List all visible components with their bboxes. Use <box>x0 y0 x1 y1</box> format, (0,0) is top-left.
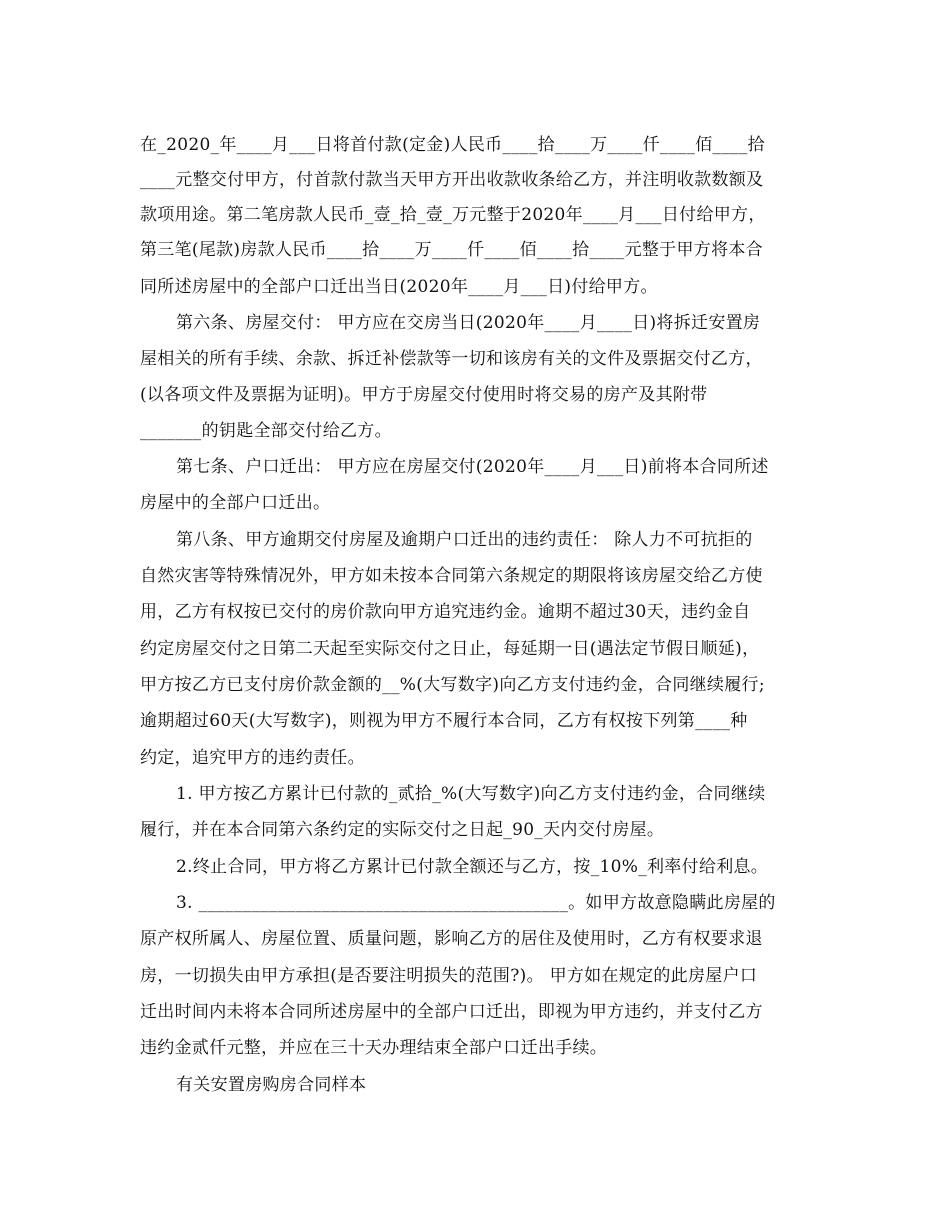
text-line: 违约金贰仟元整，并应在三十天办理结束全部户口迁出手续。 <box>140 1038 608 1058</box>
text-line: _______的钥匙全部交付给乙方。 <box>140 421 392 441</box>
text-line: 同所述房屋中的全部户口迁出当日(2020年____月___日)付给甲方。 <box>140 277 658 297</box>
text-line: 屋相关的所有手续、余款、拆迁补偿款等一切和该房有关的文件及票据交付乙方， <box>140 349 763 369</box>
text-line: 第三笔(尾款)房款人民币____拾____万____仟____佰____拾____元整于甲方将本合 <box>140 240 763 260</box>
article-7-heading-line: 第七条、户口迁出： 甲方应在房屋交付(2020年____月___日)前将本合同所述 <box>176 457 769 477</box>
clause-1-line: 1. 甲方按乙方累计已付款的_贰拾_%(大写数字)向乙方支付违约金，合同继续 <box>176 784 766 804</box>
article-8-heading-line: 第八条、甲方逾期交付房屋及逾期户口迁出的违约责任： 除人力不可抗拒的 <box>176 530 753 550</box>
article-6-heading-line: 第六条、房屋交付： 甲方应在交房当日(2020年____月____日)将拆迁安置房 <box>176 313 761 333</box>
text-line: 约定，追究甲方的违约责任。 <box>140 748 365 768</box>
text-line: 原产权所属人、房屋位置、质量问题，影响乙方的居住及使用时，乙方有权要求退 <box>140 929 763 949</box>
text-line: 房屋中的全部户口迁出。 <box>140 493 331 513</box>
text-line: 履行，并在本合同第六条约定的实际交付之日起_90_天内交付房屋。 <box>140 820 665 840</box>
document-footer-title: 有关安置房购房合同样本 <box>176 1075 367 1095</box>
text-line: 逾期超过60天(大写数字)，则视为甲方不履行本合同，乙方有权按下列第____种 <box>140 711 748 731</box>
text-line: 甲方按乙方已支付房价款金额的__%(大写数字)向乙方支付违约金，合同继续履行; <box>140 675 765 695</box>
text-line: (以各项文件及票据为证明)。甲方于房屋交付使用时将交易的房产及其附带 <box>140 385 708 405</box>
text-line: 在_2020_年____月___日将首付款(定金)人民币____拾____万____仟____佰____拾 <box>140 135 765 155</box>
text-line: 自然灾害等特殊情况外，甲方如未按本合同第六条规定的期限将该房屋交给乙方使 <box>140 566 763 586</box>
text-line: 用，乙方有权按已交付的房价款向甲方追究违约金。逾期不超过30天，违约金自 <box>140 602 751 622</box>
text-line: ____元整交付甲方，付首款付款当天甲方开出收款收条给乙方，并注明收款数额及 <box>140 170 764 190</box>
clause-3-line: 3. __________________________________________。如甲方故意隐瞒此房屋的 <box>176 893 776 913</box>
text-line: 约定房屋交付之日第二天起至实际交付之日止，每延期一日(遇法定节假日顺延)， <box>140 639 760 659</box>
text-line: 款项用途。第二笔房款人民币_壹_拾_壹_万元整于2020年____月___日付给甲方， <box>140 205 766 225</box>
text-line: 房，一切损失由甲方承担(是否要注明损失的范围?)。 甲方如在规定的此房屋户口 <box>140 966 758 986</box>
text-line: 迁出时间内未将本合同所述房屋中的全部户口迁出，即视为甲方违约，并支付乙方 <box>140 1002 763 1022</box>
clause-2-line: 2.终止合同，甲方将乙方累计已付款全额还与乙方，按_10%_利率付给利息。 <box>176 857 769 877</box>
